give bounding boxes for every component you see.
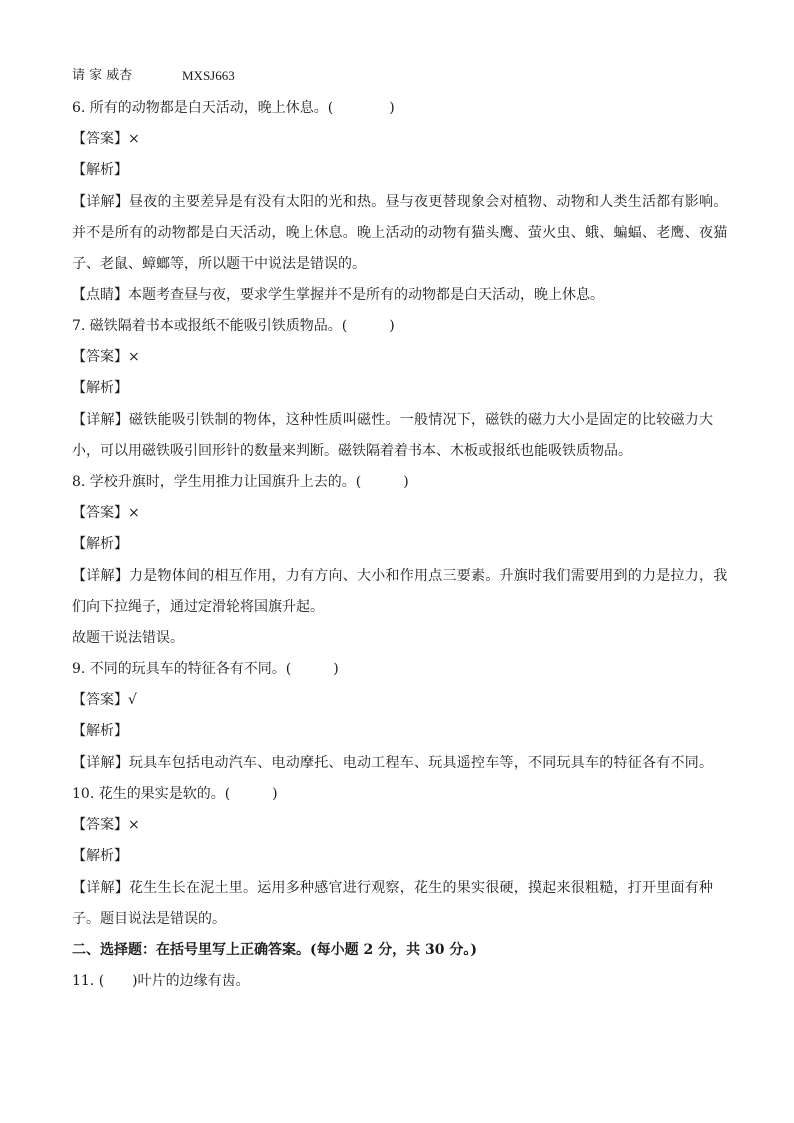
question-8-detail-line-3: 故题干说法错误。 [72,630,184,646]
question-10-detail-line-2: 子。题目说法是错误的。 [72,911,226,927]
question-7-detail-line-2: 小，可以用磁铁吸引回形针的数量来判断。磁铁隔着着书本、木板或报纸也能吸铁质物品。 [72,443,632,459]
header-text: 请 家 威杏 [72,68,133,83]
question-6-stem: 6. 所有的动物都是白天活动，晚上休息。( ) [72,100,395,116]
question-6-answer: 【答案】× [72,131,140,147]
question-9-stem: 9. 不同的玩具车的特征各有不同。( ) [72,661,339,677]
question-11-stem: 11. ( )叶片的边缘有齿。 [72,973,250,989]
question-7-detail-line-1: 【详解】磁铁能吸引铁制的物体，这种性质叫磁性。一般情况下，磁铁的磁力大小是固定的比较磁力大 [72,412,714,428]
question-6-detail-line-3: 子、老鼠、蟑螂等，所以题干中说法是错误的。 [72,256,366,272]
header-code: MXSJ663 [182,68,235,83]
section-2-title: 二、选择题：在括号里写上正确答案。(每小题 2 分，共 30 分。) [72,942,477,958]
question-8-analysis: 【解析】 [72,536,128,552]
question-9-detail-line-1: 【详解】玩具车包括电动汽车、电动摩托、电动工程车、玩具遥控车等，不同玩具车的特征各有不同。 [72,755,714,771]
question-7-analysis: 【解析】 [72,380,128,396]
question-8-detail-line-1: 【详解】力是物体间的相互作用，力有方向、大小和作用点三要素。升旗时我们需要用到的力是拉力，我 [72,568,728,584]
question-8-answer: 【答案】× [72,505,140,521]
question-10-answer: 【答案】× [72,817,140,833]
question-6-analysis: 【解析】 [72,162,128,178]
question-7-stem: 7. 磁铁隔着书本或报纸不能吸引铁质物品。( ) [72,318,395,334]
question-6-comment: 【点睛】本题考查昼与夜，要求学生掌握并不是所有的动物都是白天活动，晚上休息。 [72,287,604,303]
question-9-analysis: 【解析】 [72,723,128,739]
question-6-detail-line-1: 【详解】昼夜的主要差异是有没有太阳的光和热。昼与夜更替现象会对植物、动物和人类生活都有影响。 [72,194,728,210]
question-9-answer: 【答案】√ [72,692,137,708]
question-8-stem: 8. 学校升旗时，学生用推力让国旗升上去的。( ) [72,474,409,490]
question-6-detail-line-2: 并不是所有的动物都是白天活动，晚上休息。晚上活动的动物有猫头鹰、萤火虫、蛾、蝙蝠、老鹰、夜猫 [72,225,728,241]
question-10-detail-line-1: 【详解】花生生长在泥土里。运用多种感官进行观察，花生的果实很硬，摸起来很粗糙，打开里面有种 [72,880,714,896]
question-8-detail-line-2: 们向下拉绳子，通过定滑轮将国旗升起。 [72,599,324,615]
question-7-answer: 【答案】× [72,349,140,365]
question-10-analysis: 【解析】 [72,848,128,864]
page-header [72,66,722,86]
question-10-stem: 10. 花生的果实是软的。( ) [72,786,278,802]
